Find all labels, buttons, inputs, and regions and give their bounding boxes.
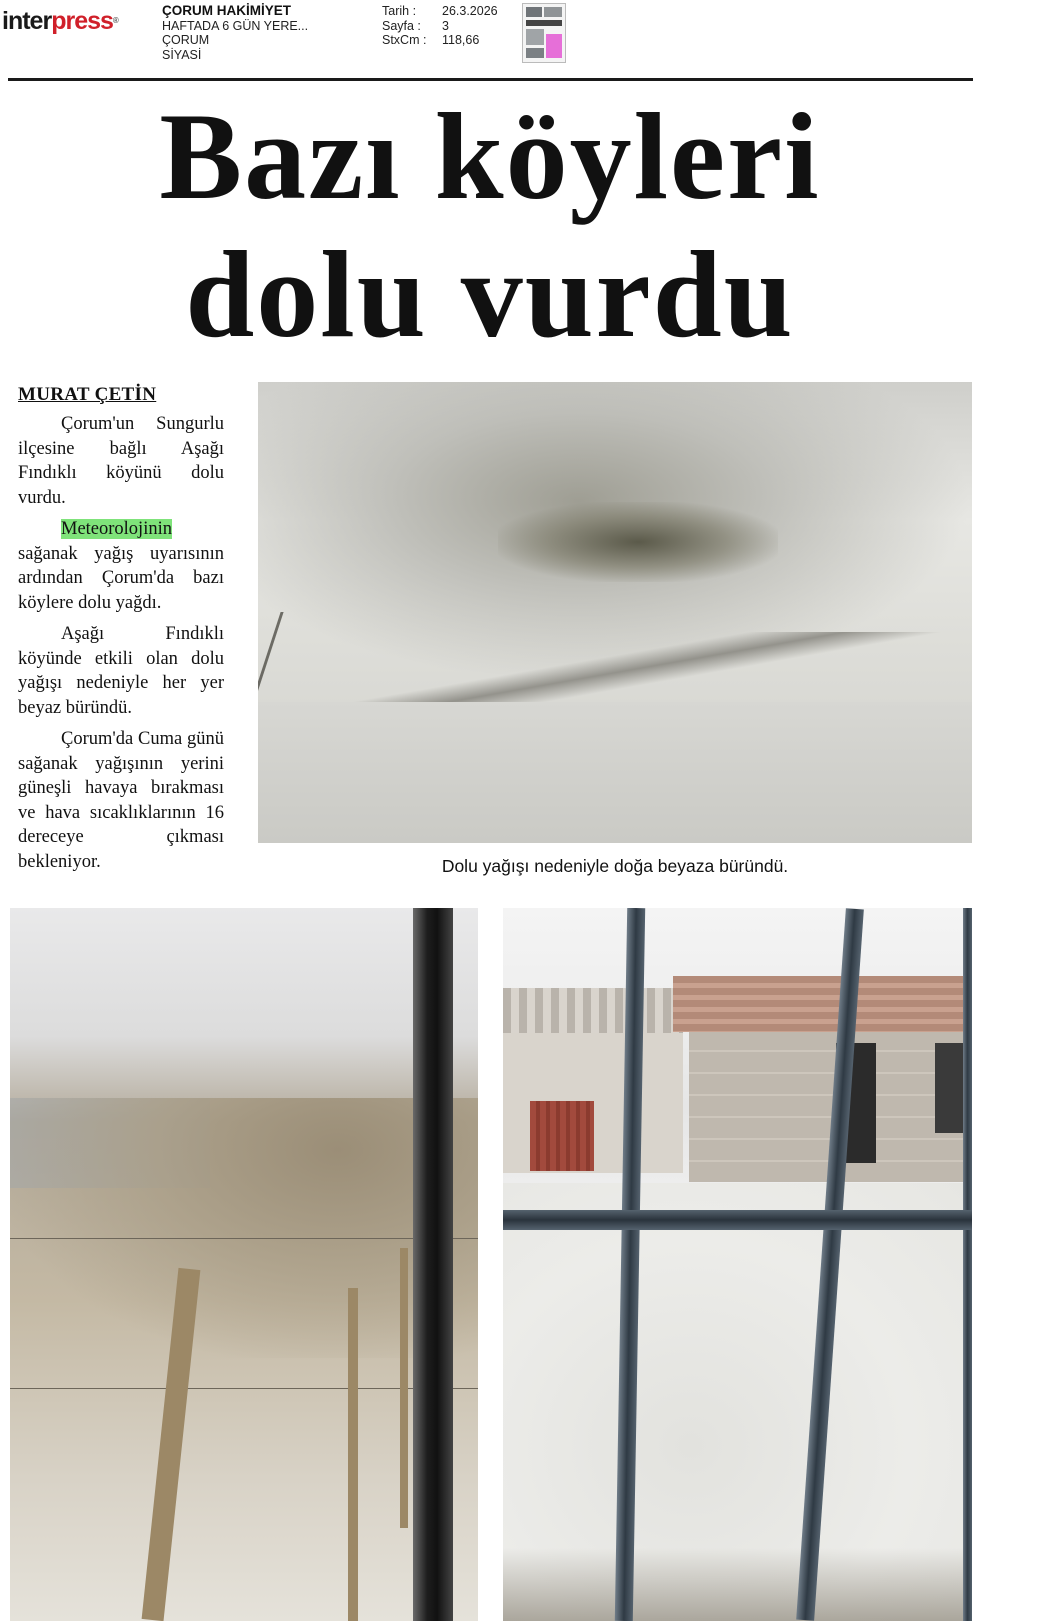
- photo-caption: Dolu yağışı nedeniyle doğa beyaza büründü.: [441, 856, 789, 876]
- interpress-logo: interpress®: [2, 7, 119, 35]
- clip-fields: [382, 4, 498, 48]
- paragraph-4: Çorum'da Cuma günü sağanak yağışının yerini güneşli havaya bırakması ve hava sıcaklıklarının 16 dereceye çıkması bekleniyor.: [18, 729, 224, 872]
- paragraph-1: Çorum'un Sungurlu ilçesine bağlı Aşağı Fındıklı köyünü dolu vurdu.: [18, 414, 224, 508]
- photo-hail-covered-field: [258, 382, 972, 843]
- field-date: Tarih : 26.3.2026: [382, 4, 498, 18]
- publication-info: [162, 4, 308, 62]
- field-page: Sayfa : 3: [382, 18, 449, 33]
- highlighted-term: Meteorolojinin: [61, 519, 172, 539]
- header-rule: [8, 78, 973, 81]
- photo-village-house-through-bars: [503, 908, 972, 1621]
- publication-section: SİYASİ: [162, 47, 202, 62]
- publication-city: ÇORUM: [162, 33, 210, 47]
- paragraph-2: Meteorolojinin sağanak yağış uyarısının ardından Çorum'da bazı köylere dolu yağdı.: [18, 519, 224, 613]
- headline-line-2: dolu vurdu: [185, 226, 795, 363]
- page-thumbnail[interactable]: [522, 3, 566, 63]
- photo-hillside-through-window: [10, 908, 478, 1621]
- article-body: [18, 412, 224, 881]
- headline: [0, 88, 980, 364]
- publication-name: ÇORUM HAKİMİYET: [162, 3, 291, 18]
- publication-frequency: HAFTADA 6 GÜN YERE...: [162, 18, 309, 33]
- byline: MURAT ÇETİN: [18, 384, 157, 405]
- headline-line-1: Bazı köyleri: [159, 88, 821, 225]
- paragraph-3: Aşağı Fındıklı köyünde etkili olan dolu yağışı nedeniyle her yer beyaz büründü.: [18, 624, 224, 718]
- field-stxcm: StxCm : 118,66: [382, 33, 480, 47]
